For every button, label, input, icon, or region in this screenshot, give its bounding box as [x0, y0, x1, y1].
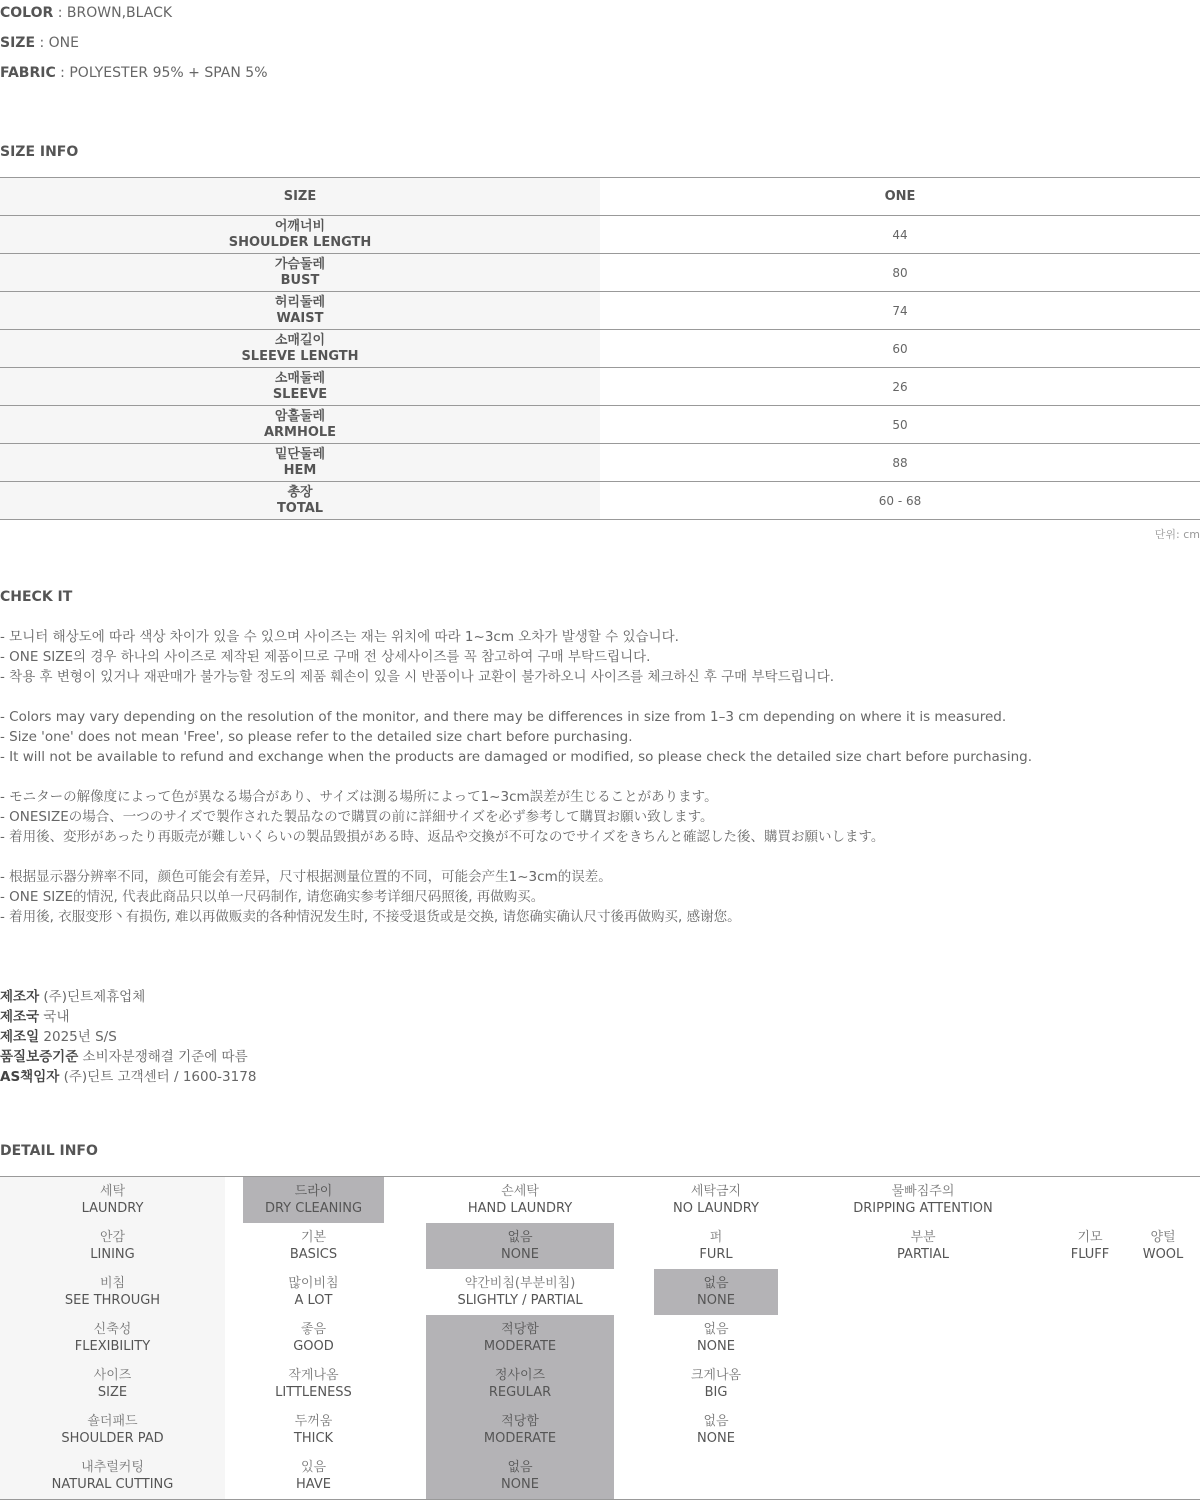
size-row-value: 60 — [892, 341, 908, 356]
manufacturer-value: 2025년 S/S — [39, 1029, 117, 1045]
detail-option-ko: 양털 — [1150, 1230, 1176, 1245]
size-table-row — [0, 254, 1200, 292]
detail-option — [654, 1223, 778, 1269]
size-row-label — [0, 254, 600, 291]
size-table-row — [0, 368, 1200, 406]
manufacturer-line — [0, 987, 145, 1007]
manufacturer-label: 제조일 — [0, 1029, 40, 1045]
size-row-label-en: SLEEVE LENGTH — [241, 348, 359, 364]
manufacturer-label: 품질보증기준 — [0, 1049, 79, 1065]
size-table-row — [0, 444, 1200, 482]
detail-info-title: DETAIL INFO — [0, 1143, 98, 1159]
size-info-title: SIZE INFO — [0, 144, 79, 160]
detail-option-en: BIG — [704, 1385, 728, 1400]
detail-option-ko: 적당함 — [501, 1322, 539, 1337]
detail-label-en: SEE THROUGH — [64, 1293, 161, 1308]
check-it-line: - ONESIZEの場合、一つのサイズで製作された製品なので購買の前に詳細サイズを必ず参考して購買お願い致します。 — [0, 809, 714, 825]
detail-option-ko: 작게나옴 — [288, 1368, 339, 1383]
detail-option-ko: 드라이 — [294, 1184, 333, 1199]
size-row-label — [0, 406, 600, 443]
detail-option-ko: 적당함 — [501, 1414, 539, 1429]
detail-option — [243, 1223, 384, 1269]
manufacturer-label: 제조국 — [0, 1009, 40, 1025]
detail-option-en: LITTLENESS — [275, 1385, 352, 1400]
detail-row-label — [0, 1361, 225, 1407]
detail-option-en: HAND LAUNDRY — [467, 1201, 573, 1216]
detail-option-en: MODERATE — [483, 1431, 557, 1446]
detail-label-ko: 숄더패드 — [87, 1414, 138, 1429]
detail-grid — [0, 1176, 1200, 1500]
detail-option-en: REGULAR — [488, 1385, 552, 1400]
size-row-label — [0, 368, 600, 405]
spec-value: : POLYESTER 95% + SPAN 5% — [55, 65, 268, 81]
detail-option-selected — [654, 1269, 778, 1315]
detail-option-selected — [426, 1407, 614, 1453]
detail-option-ko: 없음 — [507, 1230, 533, 1245]
manufacturer-line — [0, 1067, 256, 1087]
detail-option-ko: 세탁금지 — [690, 1184, 742, 1199]
manufacturer-line — [0, 1007, 70, 1027]
size-header-value: ONE — [884, 189, 916, 204]
detail-option-ko: 물빠짐주의 — [891, 1184, 955, 1199]
check-it-line: - Size 'one' does not mean 'Free', so please refer to the detailed size chart before purchasing. — [0, 729, 633, 745]
spec-size — [0, 33, 79, 53]
size-row-label — [0, 330, 600, 367]
detail-row-label — [0, 1177, 225, 1223]
size-table-row — [0, 482, 1200, 520]
detail-option-selected — [426, 1453, 614, 1499]
detail-row-label — [0, 1453, 225, 1499]
detail-option-en: THICK — [293, 1431, 334, 1446]
size-row-value: 44 — [892, 227, 908, 242]
detail-option-ko: 기본 — [300, 1230, 327, 1245]
manufacturer-label: AS책임자 — [0, 1069, 60, 1085]
detail-option — [243, 1407, 384, 1453]
check-it-line: - 모니터 해상도에 따라 색상 차이가 있을 수 있으며 사이즈는 재는 위치에 따라 1~3cm 오차가 발생할 수 있습니다. — [0, 629, 679, 645]
detail-label-en: FLEXIBILITY — [74, 1339, 151, 1354]
size-table-row — [0, 292, 1200, 330]
detail-option-en: DRIPPING ATTENTION — [853, 1201, 993, 1216]
size-row-label-ko: 어깨너비 — [274, 218, 326, 234]
size-table — [0, 177, 1200, 520]
detail-option-ko: 정사이즈 — [494, 1368, 546, 1383]
check-it-line: - 根据显示器分辨率不同，颜色可能会有差异，尺寸根据测量位置的不同，可能会产生1~3cm的误差。 — [0, 869, 612, 885]
detail-label-en: SHOULDER PAD — [61, 1431, 164, 1446]
size-row-label-ko: 총장 — [287, 484, 313, 500]
manufacturer-value: 국내 — [39, 1009, 70, 1025]
check-it-line: - ONE SIZE의 경우 하나의 사이즈로 제작된 제품이므로 구매 전 상세사이즈를 꼭 참고하여 구매 부탁드립니다. — [0, 649, 651, 665]
spec-fabric — [0, 63, 268, 83]
unit-note: 단위: cm — [1154, 528, 1200, 541]
detail-option — [1130, 1223, 1196, 1269]
detail-option-ko: 많이비침 — [288, 1276, 339, 1291]
spec-value: : ONE — [35, 35, 79, 51]
detail-option-ko: 약간비침(부분비침) — [464, 1276, 576, 1291]
detail-option — [426, 1269, 614, 1315]
size-row-label-en: HEM — [283, 462, 317, 478]
spec-label: FABRIC — [0, 65, 56, 81]
detail-option-en: A LOT — [294, 1293, 333, 1308]
detail-option-en: WOOL — [1142, 1247, 1184, 1262]
detail-row-label — [0, 1223, 225, 1269]
manufacturer-label: 제조자 — [0, 989, 40, 1005]
size-row-value: 88 — [892, 455, 908, 470]
detail-option-ko: 퍼 — [709, 1230, 723, 1245]
detail-option-selected — [426, 1361, 614, 1407]
detail-option-en: FURL — [699, 1247, 733, 1262]
check-it-title: CHECK IT — [0, 589, 73, 605]
detail-option-ko: 손세탁 — [501, 1184, 539, 1199]
manufacturer-value: 소비자분쟁해결 기준에 따름 — [78, 1049, 248, 1065]
detail-option — [243, 1361, 384, 1407]
spec-label: SIZE — [0, 35, 36, 51]
detail-option-ko: 있음 — [300, 1460, 327, 1475]
check-it-line: - ONE SIZE的情況, 代表此商品只以单一尺码制作, 请您确实参考详细尺码照後, 再做购买。 — [0, 889, 545, 905]
detail-option-ko: 두꺼움 — [294, 1414, 333, 1429]
size-table-row — [0, 330, 1200, 368]
detail-label-ko: 내추럴커팅 — [81, 1460, 144, 1475]
size-table-header — [0, 178, 1200, 216]
size-row-label — [0, 482, 600, 519]
manufacturer-line — [0, 1047, 248, 1067]
size-row-label — [0, 444, 600, 481]
size-row-value: 74 — [892, 303, 908, 318]
detail-option — [426, 1177, 614, 1223]
detail-option — [654, 1407, 778, 1453]
detail-option-ko: 없음 — [507, 1460, 533, 1475]
detail-option-ko: 부분 — [910, 1230, 936, 1245]
size-row-label-ko: 밑단둘레 — [274, 446, 326, 462]
detail-option-ko: 없음 — [703, 1322, 729, 1337]
size-row-label — [0, 216, 600, 253]
size-row-value: 50 — [892, 417, 908, 432]
detail-label-ko: 사이즈 — [93, 1368, 132, 1383]
spec-label: COLOR — [0, 5, 54, 21]
size-row-label-ko: 소매둘레 — [274, 370, 326, 386]
detail-option-ko: 좋음 — [300, 1322, 327, 1337]
detail-option-en: HAVE — [296, 1477, 331, 1492]
manufacturer-line — [0, 1027, 117, 1047]
detail-option-en: NONE — [697, 1293, 735, 1308]
size-row-label-ko: 암홀둘레 — [274, 408, 326, 424]
detail-label-ko: 세탁 — [99, 1184, 126, 1199]
check-it-line: - 着用後, 衣服变形丶有损伤, 难以再做贩卖的各种情況发生时, 不接受退货或是交换, 请您确实确认尺寸後再做购买, 感谢您。 — [0, 909, 741, 925]
size-row-value: 80 — [892, 265, 908, 280]
size-row-label-ko: 가슴둘레 — [274, 256, 326, 272]
detail-option — [815, 1223, 1031, 1269]
detail-option-selected — [426, 1223, 614, 1269]
size-row-value: 60 - 68 — [878, 493, 922, 508]
detail-option-en: PARTIAL — [897, 1247, 949, 1262]
size-row-label-ko: 허리둘레 — [274, 294, 326, 310]
detail-option — [654, 1315, 778, 1361]
detail-option-en: NONE — [501, 1477, 539, 1492]
detail-label-en: LINING — [90, 1247, 135, 1262]
detail-option-en: GOOD — [293, 1339, 334, 1354]
detail-option — [243, 1315, 384, 1361]
size-row-value: 26 — [892, 379, 908, 394]
detail-option-ko: 기모 — [1077, 1230, 1103, 1245]
detail-option-en: SLIGHTLY / PARTIAL — [457, 1293, 583, 1308]
spec-value: : BROWN,BLACK — [53, 5, 173, 21]
detail-option-en: NONE — [697, 1431, 735, 1446]
check-it-line: - 着用後、変形があったり再販売が難しいくらいの製品毀損がある時、返品や交換が不可なのでサイズをきちんと確認した後、購買お願いします。 — [0, 829, 885, 845]
size-row-label-en: ARMHOLE — [263, 424, 337, 440]
manufacturer-value: (주)딘트 고객센터 / 1600-3178 — [59, 1069, 257, 1085]
size-row-label-en: BUST — [280, 272, 320, 288]
detail-option-en: DRY CLEANING — [264, 1201, 363, 1216]
spec-color — [0, 3, 172, 23]
detail-option-en: FLUFF — [1070, 1247, 1110, 1262]
detail-option-en: NONE — [697, 1339, 735, 1354]
detail-option-ko: 없음 — [703, 1276, 729, 1291]
detail-option — [243, 1453, 384, 1499]
detail-row-label — [0, 1315, 225, 1361]
check-it-line: - モニターの解像度によって色が異なる場合があり、サイズは測る場所によって1~3cm誤差が生じることがあります。 — [0, 789, 718, 805]
detail-option-ko: 크게나옴 — [690, 1368, 742, 1383]
detail-option-en: MODERATE — [483, 1339, 557, 1354]
detail-option-selected — [243, 1177, 384, 1223]
detail-label-en: SIZE — [97, 1385, 128, 1400]
detail-row-label — [0, 1407, 225, 1453]
size-table-row — [0, 216, 1200, 254]
detail-option-ko: 없음 — [703, 1414, 729, 1429]
detail-label-en: LAUNDRY — [81, 1201, 144, 1216]
detail-option — [815, 1177, 1031, 1223]
size-row-label-en: SHOULDER LENGTH — [228, 234, 372, 250]
size-row-label — [0, 292, 600, 329]
detail-option-selected — [426, 1315, 614, 1361]
check-it-line: - Colors may vary depending on the resolution of the monitor, and there may be differences in size from 1–3 cm depending on where it is measured. — [0, 709, 1007, 725]
detail-option-en: NONE — [501, 1247, 539, 1262]
size-row-label-ko: 소매길이 — [274, 332, 326, 348]
detail-option-en: NO LAUNDRY — [673, 1201, 759, 1216]
detail-option — [654, 1177, 778, 1223]
size-row-label-en: WAIST — [276, 310, 324, 326]
detail-option — [654, 1361, 778, 1407]
detail-label-ko: 비침 — [99, 1276, 126, 1291]
check-it-line: - 착용 후 변형이 있거나 재판매가 불가능할 정도의 제품 훼손이 있을 시 반품이나 교환이 불가하오니 사이즈를 체크하신 후 구매 부탁드립니다. — [0, 669, 835, 685]
detail-option — [243, 1269, 384, 1315]
detail-label-en: NATURAL CUTTING — [51, 1477, 174, 1492]
size-row-label-en: SLEEVE — [272, 386, 328, 402]
size-table-row — [0, 406, 1200, 444]
size-header-label: SIZE — [0, 178, 600, 215]
manufacturer-value: (주)딘트제휴업체 — [39, 989, 146, 1005]
detail-row-label — [0, 1269, 225, 1315]
detail-label-ko: 신축성 — [93, 1322, 132, 1337]
check-it-line: - It will not be available to refund and exchange when the products are damaged or modified, so please check the detailed size chart before purchasing. — [0, 749, 1032, 765]
detail-option-en: BASICS — [289, 1247, 338, 1262]
detail-label-ko: 안감 — [99, 1230, 126, 1245]
size-row-label-en: TOTAL — [276, 500, 324, 516]
detail-option — [1050, 1223, 1130, 1269]
